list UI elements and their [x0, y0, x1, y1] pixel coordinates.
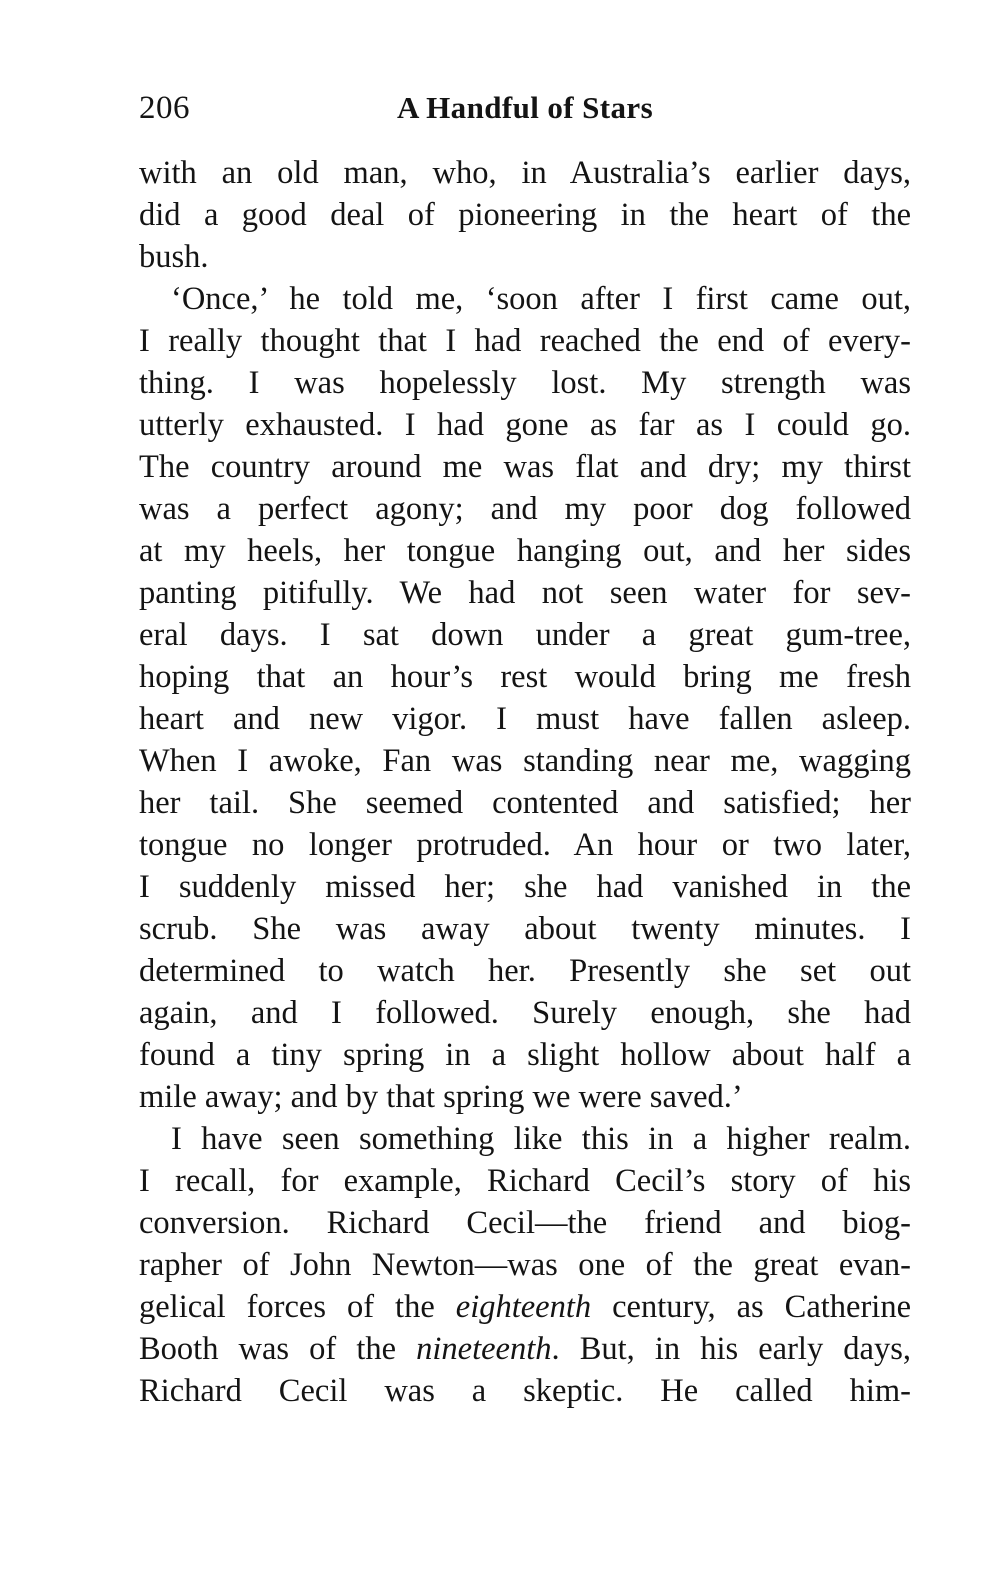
text-line: her tail. She seemed contented and satisfied; her	[139, 785, 911, 821]
italic-word: nineteenth	[416, 1331, 552, 1367]
text-line: The country around me was flat and dry; my thirst	[139, 449, 911, 485]
text-line: determined to watch her. Presently she set out	[139, 953, 911, 989]
text-line: Richard Cecil was a skeptic. He called him-	[139, 1373, 911, 1409]
text-line: at my heels, her tongue hanging out, and her sides	[139, 533, 911, 569]
running-head	[139, 88, 911, 128]
text-line: rapher of John Newton—was one of the great evan-	[139, 1247, 911, 1283]
text-fragment: century, as Catherine	[591, 1289, 911, 1325]
italic-word: eighteenth	[455, 1289, 592, 1325]
text-line: I have seen something like this in a higher realm.	[171, 1121, 911, 1157]
text-line: utterly exhausted. I had gone as far as I could go.	[139, 407, 911, 443]
text-line: did a good deal of pioneering in the heart of the	[139, 197, 911, 233]
text-line: was a perfect agony; and my poor dog followed	[139, 491, 911, 527]
paragraph-2	[139, 278, 911, 1118]
text-line: hoping that an hour’s rest would bring me fresh	[139, 659, 911, 695]
paragraph-3	[139, 1118, 911, 1412]
text-line: eral days. I sat down under a great gum-tree,	[139, 617, 911, 653]
text-line: again, and I followed. Surely enough, she had	[139, 995, 911, 1031]
text-line: with an old man, who, in Australia’s earlier days,	[139, 155, 911, 191]
text-line: I suddenly missed her; she had vanished in the	[139, 869, 911, 905]
text-line: tongue no longer protruded. An hour or two later,	[139, 827, 911, 863]
text-line: found a tiny spring in a slight hollow about half a	[139, 1037, 911, 1073]
text-line: I recall, for example, Richard Cecil’s story of his	[139, 1163, 911, 1199]
text-line: I really thought that I had reached the end of every-	[139, 323, 911, 359]
text-fragment: Booth was of the	[139, 1331, 417, 1367]
text-line-with-italic	[139, 1328, 911, 1370]
text-fragment: gelical forces of the	[139, 1289, 456, 1325]
body-text	[139, 152, 911, 1412]
text-line-with-italic	[139, 1286, 911, 1328]
book-title: A Handful of Stars	[396, 90, 654, 125]
text-line: heart and new vigor. I must have fallen asleep.	[139, 701, 911, 737]
text-line: thing. I was hopelessly lost. My strength was	[139, 365, 911, 401]
text-line: When I awoke, Fan was standing near me, wagging	[139, 743, 911, 779]
text-line: ‘Once,’ he told me, ‘soon after I first came out,	[171, 281, 911, 317]
text-line: conversion. Richard Cecil—the friend and biog-	[139, 1205, 911, 1241]
paragraph-1	[139, 152, 911, 278]
text-fragment: . But, in his early days,	[551, 1331, 911, 1367]
text-line: mile away; and by that spring we were saved.’	[139, 1079, 743, 1115]
text-line: bush.	[139, 239, 209, 275]
page-number: 206	[139, 90, 190, 126]
text-line: panting pitifully. We had not seen water for sev-	[139, 575, 911, 611]
text-line: scrub. She was away about twenty minutes. I	[139, 911, 911, 947]
